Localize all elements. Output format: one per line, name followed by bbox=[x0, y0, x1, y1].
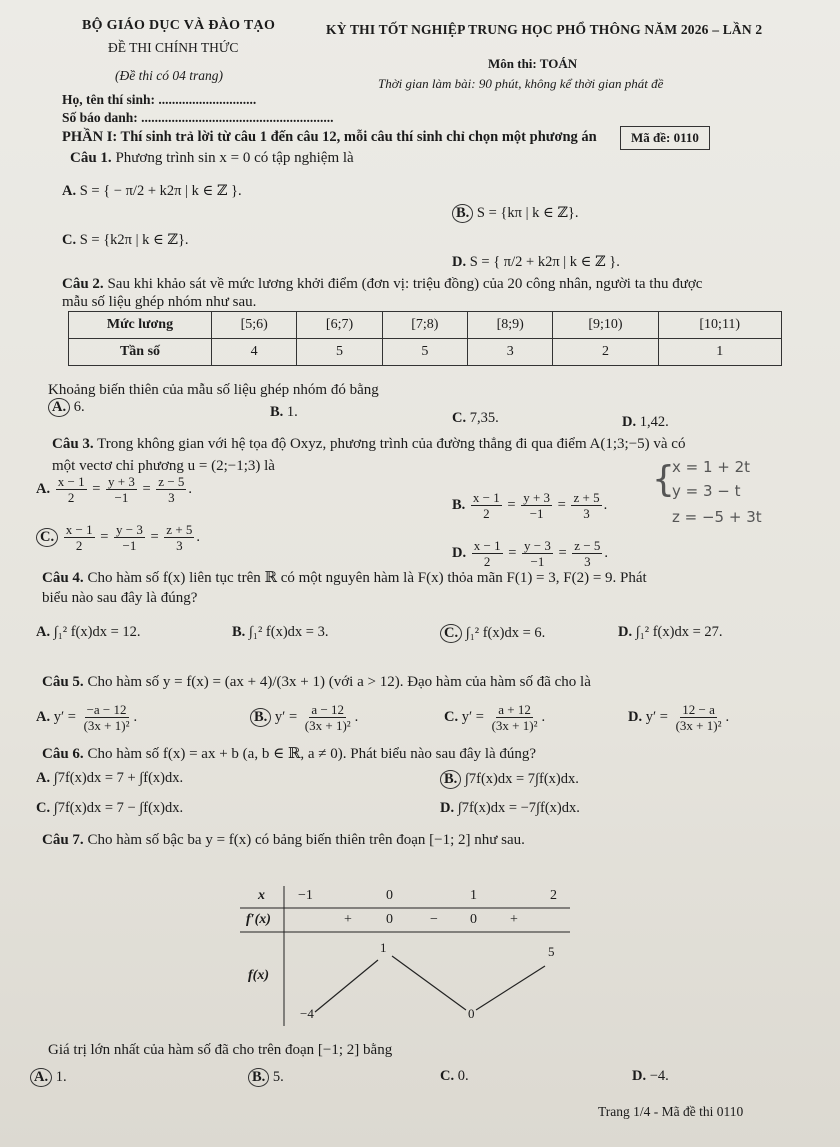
sign: 0 bbox=[386, 912, 393, 927]
q6-a-label: A. bbox=[36, 770, 51, 786]
time-note: Thời gian làm bài: 90 phút, không kể thời gian phát đề bbox=[378, 76, 664, 91]
q4-b-text: ∫₁² f(x)dx = 3. bbox=[248, 624, 329, 640]
denominator: −1 bbox=[529, 506, 544, 521]
hand-note: x = 1 + 2t bbox=[672, 458, 751, 476]
ministry-name: BỘ GIÁO DỤC VÀ ĐÀO TẠO bbox=[82, 18, 276, 33]
q7-text: Cho hàm số bậc ba y = f(x) có bảng biến thiên trên đoạn [−1; 2] như sau. bbox=[87, 832, 525, 848]
q7-d-text: −4. bbox=[649, 1068, 669, 1084]
q4-d-label: D. bbox=[618, 624, 633, 640]
q2-b-label: B. bbox=[270, 404, 284, 420]
q3-text: Trong không gian với hệ tọa độ Oxyz, phương trình của đường thẳng đi qua điểm A(1;3;−5) và có bbox=[97, 436, 686, 452]
fraction bbox=[303, 702, 353, 733]
numerator: −a − 12 bbox=[86, 702, 127, 717]
name-field[interactable]: ............................. bbox=[158, 92, 257, 107]
q7-b-text: 5. bbox=[272, 1069, 284, 1085]
q7-number: Câu 7. bbox=[42, 832, 84, 848]
table-cell: 3 bbox=[468, 339, 553, 366]
q1-option-a[interactable] bbox=[62, 183, 242, 200]
q4-a-label: A. bbox=[36, 624, 51, 640]
numerator: z − 5 bbox=[158, 474, 185, 489]
numerator: a + 12 bbox=[498, 702, 531, 717]
q4-number: Câu 4. bbox=[42, 570, 84, 586]
numerator: z − 5 bbox=[574, 538, 601, 553]
table-cell: [6;7) bbox=[297, 312, 382, 339]
denominator: (3x + 1)² bbox=[83, 718, 130, 733]
q6-option-d[interactable] bbox=[440, 800, 580, 817]
official-label: ĐỀ THI CHÍNH THỨC bbox=[108, 40, 239, 55]
numerator: x − 1 bbox=[473, 538, 501, 553]
q7-stem bbox=[42, 832, 525, 849]
q1-option-b[interactable] bbox=[452, 204, 579, 223]
denominator: 3 bbox=[584, 554, 591, 569]
row-head-salary: Mức lương bbox=[69, 312, 212, 339]
q6-a-text: ∫7f(x)dx = 7 + ∫f(x)dx. bbox=[53, 770, 184, 786]
q4-option-c[interactable] bbox=[440, 624, 545, 643]
q2-option-d[interactable] bbox=[622, 414, 669, 431]
q2-question: Khoảng biến thiên của mẫu số liệu ghép nhóm đó bằng bbox=[48, 382, 379, 398]
q2-b-text: 1. bbox=[286, 404, 298, 420]
fprime-label: f′(x) bbox=[246, 912, 271, 927]
q6-b-text: ∫7f(x)dx = 7∫f(x)dx. bbox=[464, 771, 579, 787]
q7-option-a[interactable] bbox=[30, 1068, 67, 1087]
x-value: 1 bbox=[470, 888, 477, 903]
x-label: x bbox=[258, 888, 265, 903]
numerator: z + 5 bbox=[573, 490, 600, 505]
table-cell: 1 bbox=[658, 339, 782, 366]
q1-option-c[interactable] bbox=[62, 232, 189, 249]
denominator: 3 bbox=[168, 490, 175, 505]
q2-option-b[interactable] bbox=[270, 404, 298, 421]
numerator: y + 3 bbox=[523, 490, 551, 505]
q6-d-text: ∫7f(x)dx = −7∫f(x)dx. bbox=[457, 800, 580, 816]
fraction bbox=[521, 490, 552, 521]
q5-stem bbox=[42, 674, 591, 691]
q7-d-label: D. bbox=[632, 1068, 647, 1084]
q5-d-label: D. bbox=[628, 708, 643, 725]
variation-table-lines bbox=[240, 886, 570, 1026]
q2-a-text: 6. bbox=[73, 399, 85, 415]
name-label-text: Họ, tên thí sinh: bbox=[62, 92, 156, 107]
q2-d-text: 1,42. bbox=[639, 414, 669, 430]
q7-b-label: B. bbox=[248, 1068, 269, 1087]
q1-d-label: D. bbox=[452, 254, 467, 270]
q1-text: Phương trình sin x = 0 có tập nghiệm là bbox=[115, 150, 354, 166]
q6-option-c[interactable] bbox=[36, 800, 183, 817]
id-label bbox=[62, 110, 334, 126]
table-cell: 5 bbox=[382, 339, 467, 366]
q3-c-label: C. bbox=[36, 528, 58, 547]
table-row bbox=[69, 312, 782, 339]
denominator: 2 bbox=[483, 506, 490, 521]
f-value: 5 bbox=[548, 944, 555, 959]
part-heading: PHẦN I: Thí sinh trả lời từ câu 1 đến câu 12, mỗi câu thí sinh chỉ chọn một phương án bbox=[62, 129, 597, 145]
q5-number: Câu 5. bbox=[42, 674, 84, 690]
q3-option-c[interactable]: C. $\frac{x - 1}{2}$ = $\frac{y - 3}{-1}$ = $\frac{z + 5}{3}$ . bbox=[36, 522, 200, 553]
denominator: −1 bbox=[122, 538, 137, 553]
numerator: z + 5 bbox=[166, 522, 193, 537]
denominator: 3 bbox=[583, 506, 590, 521]
subject: Môn thi: TOÁN bbox=[488, 56, 578, 71]
q6-number: Câu 6. bbox=[42, 746, 84, 762]
q6-option-b[interactable] bbox=[440, 770, 579, 789]
q1-a-text: S = { − π/2 + k2π | k ∈ ℤ }. bbox=[79, 183, 242, 199]
exam-code-box: Mã đề: 0110 bbox=[620, 126, 710, 150]
q4-d-text: ∫₁² f(x)dx = 27. bbox=[635, 624, 723, 640]
q4-option-a[interactable] bbox=[36, 624, 141, 641]
fraction bbox=[82, 702, 132, 733]
f-value: 1 bbox=[380, 940, 387, 955]
q1-c-text: S = {k2π | k ∈ ℤ}. bbox=[79, 232, 189, 248]
fraction bbox=[471, 490, 502, 521]
f-value: −4 bbox=[300, 1006, 314, 1021]
q2-stem bbox=[62, 276, 702, 293]
page-footer: Trang 1/4 - Mã đề thi 0110 bbox=[598, 1104, 744, 1119]
q2-text: Sau khi khảo sát về mức lương khởi điểm (đơn vị: triệu đồng) của 20 công nhân, người ta thu được bbox=[107, 276, 703, 292]
numerator: x − 1 bbox=[472, 490, 500, 505]
row-head-freq: Tần số bbox=[69, 339, 212, 366]
fraction bbox=[164, 522, 194, 553]
q6-c-label: C. bbox=[36, 800, 51, 816]
q4-b-label: B. bbox=[232, 624, 246, 640]
q6-text: Cho hàm số f(x) = ax + b (a, b ∈ ℝ, a ≠ 0). Phát biểu nào sau đây là đúng? bbox=[87, 746, 537, 762]
q7-question: Giá trị lớn nhất của hàm số đã cho trên đoạn [−1; 2] bằng bbox=[48, 1042, 393, 1058]
numerator: x − 1 bbox=[57, 474, 85, 489]
q7-a-label: A. bbox=[30, 1068, 52, 1087]
q6-option-a[interactable] bbox=[36, 770, 183, 787]
q3-stem-cont: một vectơ chỉ phương u = (2;−1;3) là bbox=[52, 458, 275, 474]
q2-number: Câu 2. bbox=[62, 276, 104, 292]
q1-c-label: C. bbox=[62, 232, 77, 248]
hand-note: z = −5 + 3t bbox=[672, 508, 762, 526]
denominator: 2 bbox=[75, 538, 83, 553]
exam-title: KỲ THI TỐT NGHIỆP TRUNG HỌC PHỔ THÔNG NĂM 2026 – LẦN 2 bbox=[326, 22, 763, 37]
q7-option-d[interactable] bbox=[632, 1068, 669, 1085]
q4-option-d[interactable] bbox=[618, 624, 723, 641]
q2-a-label: A. bbox=[48, 398, 70, 417]
q7-a-text: 1. bbox=[55, 1069, 67, 1085]
q2-stem-cont: mẫu số liệu ghép nhóm như sau. bbox=[62, 294, 257, 310]
q2-c-label: C. bbox=[452, 410, 467, 426]
fraction bbox=[106, 474, 137, 505]
q5-text: Cho hàm số y = f(x) = (ax + 4)/(3x + 1) (với a > 12). Đạo hàm của hàm số đã cho là bbox=[87, 674, 591, 690]
fraction bbox=[490, 702, 540, 733]
q2-c-text: 7,35. bbox=[469, 410, 499, 426]
q7-c-label: C. bbox=[440, 1068, 455, 1084]
q1-b-text: S = {kπ | k ∈ ℤ}. bbox=[476, 205, 579, 221]
id-field[interactable]: ......................................................... bbox=[141, 110, 334, 125]
q4-option-b[interactable] bbox=[232, 624, 328, 641]
table-cell: [7;8) bbox=[382, 312, 467, 339]
variation-table bbox=[240, 886, 570, 1026]
q1-b-label: B. bbox=[452, 204, 473, 223]
fraction bbox=[56, 474, 87, 505]
x-value: 0 bbox=[386, 888, 393, 903]
q3-option-a[interactable]: A. $\frac{x - 1}{2}$ = $\frac{y + 3}{-1}$ = $\frac{z - 5}{3}$ . bbox=[36, 474, 193, 505]
q7-c-text: 0. bbox=[457, 1068, 469, 1084]
numerator: x − 1 bbox=[65, 522, 93, 537]
numerator: a − 12 bbox=[311, 702, 345, 717]
q5-option-d[interactable]: D. y′ = $\frac{12 - a}{\text{(3x + 1)²}}$ . bbox=[628, 702, 730, 733]
q1-a-label: A. bbox=[62, 183, 77, 199]
q1-stem bbox=[70, 150, 354, 167]
q3-a-label: A. bbox=[36, 480, 51, 497]
q4-a-text: ∫₁² f(x)dx = 12. bbox=[53, 624, 141, 640]
q4-c-text: ∫₁² f(x)dx = 6. bbox=[465, 625, 546, 641]
hand-note: y = 3 − t bbox=[672, 482, 741, 500]
q5-a-label: A. bbox=[36, 708, 51, 725]
name-label bbox=[62, 92, 256, 108]
q2-option-a[interactable] bbox=[48, 398, 85, 417]
q6-c-text: ∫7f(x)dx = 7 − ∫f(x)dx. bbox=[53, 800, 184, 816]
q3-d-label: D. bbox=[452, 544, 467, 561]
q5-c-label: C. bbox=[444, 708, 459, 725]
fraction bbox=[572, 538, 602, 569]
denominator: (3x + 1)² bbox=[304, 718, 351, 733]
q4-stem-cont: biểu nào sau đây là đúng? bbox=[42, 590, 198, 606]
table-cell: [8;9) bbox=[468, 312, 553, 339]
numerator: 12 − a bbox=[682, 702, 715, 717]
x-value: 2 bbox=[550, 888, 557, 903]
denominator: −1 bbox=[530, 554, 545, 569]
table-cell: [9;10) bbox=[553, 312, 658, 339]
denominator: 2 bbox=[483, 554, 491, 569]
q3-stem bbox=[52, 436, 685, 453]
fraction bbox=[64, 522, 95, 553]
fraction bbox=[156, 474, 186, 505]
denominator: 2 bbox=[67, 490, 75, 505]
fraction bbox=[114, 522, 145, 553]
fraction bbox=[472, 538, 503, 569]
numerator: y + 3 bbox=[108, 474, 135, 489]
q5-b-label: B. bbox=[250, 708, 271, 727]
sign: + bbox=[510, 912, 518, 927]
q4-stem bbox=[42, 568, 647, 587]
fraction bbox=[571, 490, 601, 521]
q5-option-c[interactable]: C. y′ = $\frac{a + 12}{\text{(3x + 1)²}}$ . bbox=[444, 702, 546, 733]
numerator: y − 3 bbox=[524, 538, 551, 553]
table-cell: [10;11) bbox=[658, 312, 782, 339]
q1-option-d[interactable] bbox=[452, 254, 620, 271]
q6-b-label: B. bbox=[440, 770, 461, 789]
q3-b-label: B. bbox=[452, 496, 466, 513]
f-label: f(x) bbox=[248, 968, 269, 983]
sign: 0 bbox=[470, 912, 477, 927]
id-label-text: Số báo danh: bbox=[62, 110, 138, 125]
x-value: −1 bbox=[298, 888, 313, 903]
table-cell: 2 bbox=[553, 339, 658, 366]
q4-c-label: C. bbox=[440, 624, 462, 643]
denominator: −1 bbox=[114, 490, 129, 505]
denominator: (3x + 1)² bbox=[675, 718, 722, 733]
q3-option-b[interactable]: B. $\frac{x - 1}{2}$ = $\frac{y + 3}{-1}$ = $\frac{z + 5}{3}$ . bbox=[452, 490, 608, 521]
table-cell: 5 bbox=[297, 339, 382, 366]
q7-option-c[interactable] bbox=[440, 1068, 469, 1085]
table-cell: 4 bbox=[212, 339, 297, 366]
q6-stem bbox=[42, 744, 536, 763]
q6-d-label: D. bbox=[440, 800, 455, 816]
sign: + bbox=[344, 912, 352, 927]
pages-note: (Đề thi có 04 trang) bbox=[115, 68, 223, 83]
q3-option-d[interactable]: D. $\frac{x - 1}{2}$ = $\frac{y - 3}{-1}$ = $\frac{z - 5}{3}$ . bbox=[452, 538, 609, 569]
denominator: 3 bbox=[176, 538, 183, 553]
fraction bbox=[522, 538, 553, 569]
q1-number: Câu 1. bbox=[70, 150, 112, 166]
q1-d-text: S = { π/2 + k2π | k ∈ ℤ }. bbox=[469, 254, 620, 270]
fraction bbox=[674, 702, 724, 733]
sign: − bbox=[430, 912, 438, 927]
hand-brace: { bbox=[652, 459, 675, 500]
q2-option-c[interactable] bbox=[452, 410, 499, 427]
table-row bbox=[69, 339, 782, 366]
denominator: (3x + 1)² bbox=[491, 718, 538, 733]
q3-number: Câu 3. bbox=[52, 436, 94, 452]
numerator: y − 3 bbox=[116, 522, 143, 537]
q5-option-a[interactable]: A. y′ = $\frac{-a - 12}{\text{(3x + 1)²}}$ . bbox=[36, 702, 138, 733]
table-cell: [5;6) bbox=[212, 312, 297, 339]
q7-option-b[interactable] bbox=[248, 1068, 284, 1087]
q2-d-label: D. bbox=[622, 414, 637, 430]
f-value: 0 bbox=[468, 1006, 475, 1021]
frequency-table bbox=[68, 311, 782, 366]
q5-option-b[interactable]: B. y′ = $\frac{a - 12}{\text{(3x + 1)²}}$ . bbox=[250, 702, 358, 733]
q4-text: Cho hàm số f(x) liên tục trên ℝ có một nguyên hàm là F(x) thỏa mãn F(1) = 3, F(2) = 9. Phát bbox=[87, 570, 647, 586]
